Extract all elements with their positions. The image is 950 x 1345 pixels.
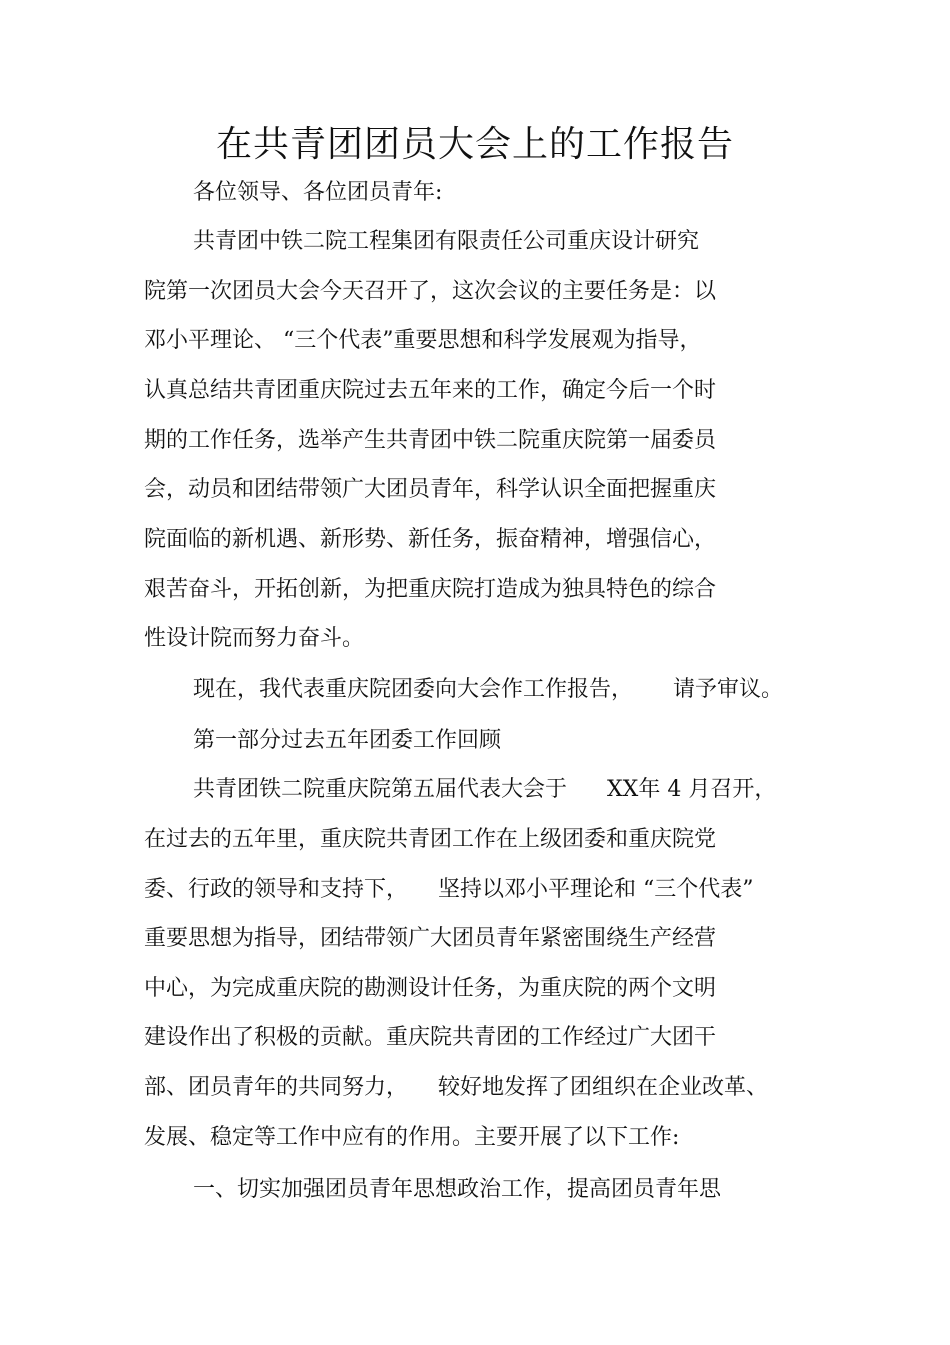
paragraph-line: 重要思想为指导，团结带领广大团员青年紧密围绕生产经营 [144, 926, 717, 951]
paragraph-line: 性设计院而努力奋斗。 [144, 626, 365, 651]
paragraph-line [193, 675, 783, 705]
paragraph-line [193, 775, 776, 805]
salutation: 各位领导、各位团员青年: [193, 180, 443, 205]
text-segment: 委、行政的领导和支持下， [144, 877, 409, 902]
text-segment: 请予审议。 [673, 677, 784, 702]
list-item-heading: 一、切实加强团员青年思想政治工作，提高团员青年思 [193, 1177, 722, 1202]
paragraph-line: 在过去的五年里，重庆院共青团工作在上级团委和重庆院党 [144, 827, 717, 852]
paragraph-line: 共青团中铁二院工程集团有限责任公司重庆设计研究 [193, 229, 700, 254]
paragraph-line [144, 875, 754, 905]
paragraph-line: 院第一次团员大会今天召开了，这次会议的主要任务是：以 [144, 279, 717, 304]
text-segment: 共青团铁二院重庆院第五届代表大会于 [193, 777, 568, 802]
paragraph-line: 邓小平理论、 “三个代表”重要思想和科学发展观为指导， [144, 328, 702, 353]
paragraph-line: 建设作出了积极的贡献。重庆院共青团的工作经过广大团干 [144, 1025, 717, 1050]
document-title: 在共青团团员大会上的工作报告 [215, 124, 734, 165]
section-heading: 第一部分过去五年团委工作回顾 [193, 728, 502, 753]
text-segment: XX年 4 月召开， [607, 777, 777, 802]
text-segment: 坚持以邓小平理论和 “三个代表” [438, 877, 754, 902]
paragraph-line: 发展、稳定等工作中应有的作用。主要开展了以下工作: [144, 1125, 680, 1150]
text-segment: 部、团员青年的共同努力， [144, 1075, 409, 1100]
paragraph-line: 认真总结共青团重庆院过去五年来的工作，确定今后一个时 [144, 378, 717, 403]
paragraph-line: 艰苦奋斗，开拓创新，为把重庆院打造成为独具特色的综合 [144, 577, 717, 602]
text-segment: 较好地发挥了团组织在企业改革、 [438, 1075, 769, 1100]
text-segment: 现在，我代表重庆院团委向大会作工作报告， [193, 677, 634, 702]
paragraph-line [144, 1073, 768, 1103]
paragraph-line: 中心，为完成重庆院的勘测设计任务，为重庆院的两个文明 [144, 976, 717, 1001]
paragraph-line: 院面临的新机遇、新形势、新任务，振奋精神，增强信心， [144, 527, 717, 552]
paragraph-line: 会，动员和团结带领广大团员青年，科学认识全面把握重庆 [144, 477, 717, 502]
paragraph-line: 期的工作任务，选举产生共青团中铁二院重庆院第一届委员 [144, 428, 717, 453]
